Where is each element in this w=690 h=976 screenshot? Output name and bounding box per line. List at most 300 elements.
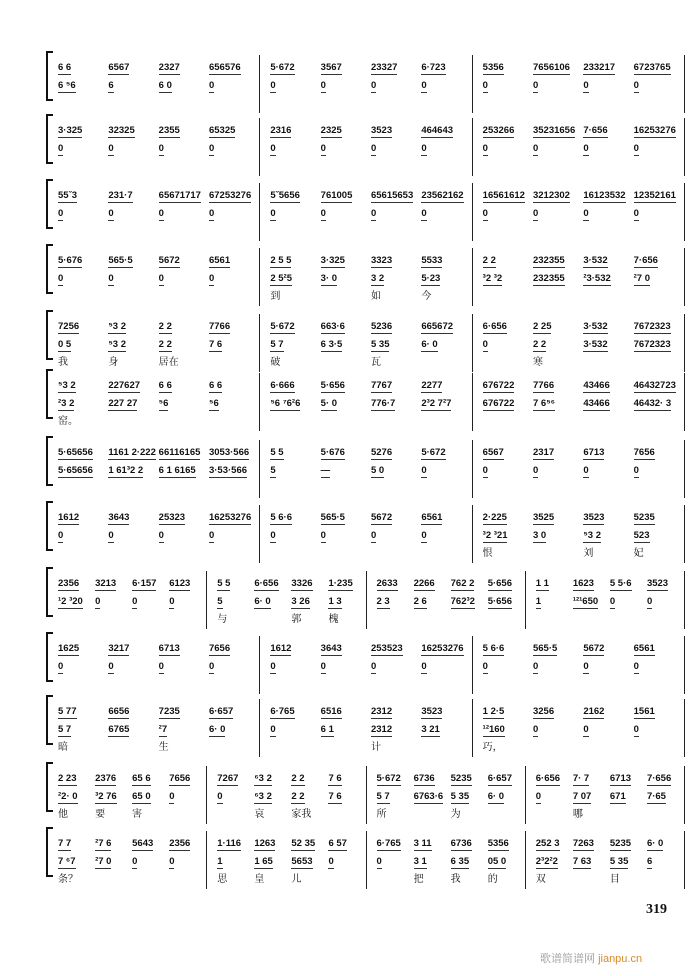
lyric-syllable	[254, 610, 291, 625]
measure	[48, 373, 260, 431]
lyrics	[483, 738, 684, 753]
lyric-syllable	[217, 805, 254, 820]
note-group	[254, 856, 291, 867]
measure	[260, 314, 472, 372]
note-group	[488, 838, 525, 849]
note-group	[95, 791, 132, 802]
lyric-syllable	[328, 805, 365, 820]
measure	[260, 505, 472, 563]
note-group	[371, 380, 421, 391]
notes: 3 2	[370, 273, 385, 284]
note-group	[328, 856, 365, 867]
notes: 0	[482, 80, 488, 91]
notes: 6 1 6165	[158, 465, 196, 476]
notes: 6	[108, 80, 114, 91]
note-group	[270, 706, 320, 717]
notes: 0	[169, 791, 175, 802]
note-group	[321, 512, 371, 523]
note-group	[321, 208, 371, 219]
note-group	[209, 643, 259, 654]
note-group	[270, 447, 320, 458]
notes: 227627	[108, 380, 141, 391]
notes: 7263	[572, 838, 594, 849]
notes: ⁵6	[158, 398, 169, 409]
note-group	[421, 661, 471, 672]
measure	[473, 183, 685, 241]
note-group	[634, 643, 684, 654]
note-group	[217, 596, 254, 607]
notes: 23327	[370, 62, 398, 73]
notes: 0	[376, 856, 382, 867]
notes: 0	[532, 208, 539, 219]
note-group	[610, 791, 647, 802]
notes: 6763·6	[413, 791, 444, 802]
notes: 7 63	[572, 856, 592, 867]
notes: ¹2 ³20	[58, 596, 83, 607]
note-group	[634, 62, 684, 73]
notes: 1623	[572, 578, 594, 589]
lower-voice	[217, 784, 365, 802]
notes: 2 5²5	[270, 273, 292, 284]
notes: 2·225	[482, 512, 507, 523]
lyric-syllable: 居在	[158, 357, 179, 368]
note-group	[533, 706, 583, 717]
note-group	[451, 773, 488, 784]
note-group	[209, 255, 259, 266]
upper-voice	[483, 55, 684, 73]
lyric-syllable: 妃	[633, 548, 644, 559]
upper-voice	[536, 831, 684, 849]
score-system	[48, 636, 685, 694]
note-group	[108, 661, 158, 672]
upper-voice	[58, 505, 259, 523]
notes: 6 35	[450, 856, 470, 867]
notes: 23562162	[421, 190, 464, 201]
note-group	[583, 398, 633, 409]
note-group	[371, 62, 421, 73]
note-group	[533, 208, 583, 219]
measure	[207, 766, 366, 824]
notes: 2 2	[291, 773, 305, 784]
note-group	[483, 339, 533, 350]
note-group	[421, 447, 471, 458]
note-group	[321, 465, 371, 476]
notes: 0	[270, 143, 276, 154]
note-group	[328, 838, 365, 849]
note-group	[159, 339, 209, 350]
note-group	[159, 208, 209, 219]
notes: 5 77	[58, 706, 77, 717]
notes: 0	[208, 208, 215, 219]
note-group	[217, 773, 254, 784]
note-group	[634, 465, 684, 476]
notes: 0	[532, 465, 539, 476]
note-group	[536, 596, 573, 607]
upper-voice	[270, 505, 471, 523]
lower-voice	[270, 201, 471, 219]
notes: 5643	[132, 838, 154, 849]
notes: 6·657	[208, 706, 234, 717]
lyric-syllable	[270, 738, 320, 753]
notes: ⁵3 2	[108, 339, 126, 350]
upper-voice	[270, 118, 471, 136]
note-group	[573, 856, 610, 867]
upper-voice	[58, 766, 206, 784]
notes: 7267	[217, 773, 239, 784]
notes: 0	[58, 208, 64, 219]
note-group	[108, 80, 158, 91]
note-group	[291, 791, 328, 802]
lyric-syllable	[209, 412, 259, 427]
note-group	[533, 255, 583, 266]
note-group	[634, 273, 684, 284]
notes: 43466	[583, 380, 610, 391]
note-group	[159, 512, 209, 523]
note-group	[634, 706, 684, 717]
upper-voice	[270, 699, 471, 717]
notes: 565·5	[532, 643, 558, 654]
notes: 3212302	[532, 190, 570, 201]
note-group	[209, 465, 259, 476]
note-group	[209, 62, 259, 73]
measure	[473, 373, 685, 431]
note-group	[421, 62, 471, 73]
note-group	[371, 190, 421, 201]
notes: 5235	[609, 838, 632, 849]
note-group	[58, 380, 108, 391]
notes: 0	[532, 724, 539, 735]
note-group	[108, 62, 158, 73]
lyric-syllable	[321, 738, 371, 753]
note-group	[647, 838, 684, 849]
notes: 6567	[108, 62, 130, 73]
measure	[526, 766, 685, 824]
upper-voice	[483, 505, 684, 523]
note-group	[217, 838, 254, 849]
notes: 6· 0	[421, 339, 438, 350]
note-group	[634, 661, 684, 672]
lyric-syllable: 目	[609, 874, 620, 885]
notes: 2266	[413, 578, 435, 589]
note-group	[58, 321, 108, 332]
note-group	[483, 447, 533, 458]
measure	[207, 831, 366, 889]
notes: 0	[633, 465, 639, 476]
lyric-syllable: 破	[270, 357, 281, 368]
upper-voice	[483, 248, 684, 266]
note-group	[647, 578, 684, 589]
note-group	[414, 838, 451, 849]
note-group	[108, 255, 158, 266]
lower-voice	[58, 458, 259, 476]
note-group	[209, 447, 259, 458]
note-group	[371, 643, 421, 654]
note-group	[583, 530, 633, 541]
notes: 0	[583, 208, 589, 219]
note-group	[291, 773, 328, 784]
lyric-syllable: 儿	[291, 874, 302, 885]
note-group	[634, 380, 684, 391]
note-group	[159, 273, 209, 284]
upper-voice	[58, 55, 259, 73]
notes: 5672	[370, 512, 393, 523]
lower-voice	[58, 266, 259, 284]
lyric-syllable: 他	[58, 809, 68, 820]
notes: 3213	[95, 578, 117, 589]
notes: 5·656	[487, 578, 512, 589]
measure	[473, 505, 685, 563]
note-group	[371, 530, 421, 541]
lyric-syllable	[533, 544, 583, 559]
measure	[260, 55, 472, 113]
note-group	[58, 838, 95, 849]
note-group	[217, 856, 254, 867]
note-group	[209, 339, 259, 350]
lower-voice	[270, 654, 471, 672]
notes: 1	[217, 856, 223, 867]
note-group	[209, 190, 259, 201]
note-group	[533, 273, 583, 284]
notes: 1·116	[217, 838, 242, 849]
notes: 1 65	[254, 856, 273, 867]
notes: 0	[633, 208, 639, 219]
notes: 5 0	[370, 465, 385, 476]
notes: 3· 0	[320, 273, 338, 284]
lyrics	[58, 738, 259, 753]
note-group	[291, 838, 328, 849]
notes: 6723765	[633, 62, 671, 73]
note-group	[634, 512, 684, 523]
lyric-syllable	[132, 870, 169, 885]
notes: 0	[583, 724, 589, 735]
note-group	[583, 125, 633, 136]
notes: 3 11	[413, 838, 432, 849]
note-group	[536, 578, 573, 589]
notes: 6· 0	[208, 724, 226, 735]
notes: —	[320, 465, 331, 476]
lyric-syllable: 到	[270, 291, 281, 302]
notes: 6 6	[58, 62, 72, 73]
score-system	[48, 440, 685, 498]
notes: 0	[633, 724, 639, 735]
note-group	[328, 578, 365, 589]
upper-voice	[58, 571, 206, 589]
upper-voice	[270, 373, 471, 391]
note-group	[634, 530, 684, 541]
notes: 5·676	[320, 447, 345, 458]
notes: 2 5 5	[270, 255, 292, 266]
note-group	[132, 838, 169, 849]
notes: 3567	[320, 62, 342, 73]
note-group	[270, 125, 320, 136]
note-group	[371, 208, 421, 219]
notes: 2356	[169, 838, 191, 849]
note-group	[270, 530, 320, 541]
upper-voice	[58, 440, 259, 458]
notes: 5 5	[217, 578, 231, 589]
notes: 2 2	[158, 339, 172, 350]
note-group	[159, 706, 209, 717]
note-group	[270, 208, 320, 219]
notes: 7 07	[572, 791, 592, 802]
lyrics	[483, 353, 684, 368]
note-group	[321, 643, 371, 654]
notes: 6561	[208, 255, 231, 266]
note-group	[583, 143, 633, 154]
upper-voice	[58, 636, 259, 654]
measure	[526, 831, 685, 889]
lower-voice	[483, 391, 684, 409]
notes: 5356	[487, 838, 509, 849]
notes: 3·53·566	[208, 465, 248, 476]
note-group	[634, 255, 684, 266]
notes: 0	[158, 208, 164, 219]
notes: 676722	[482, 398, 515, 409]
measure	[48, 831, 207, 889]
notes: 05 0	[487, 856, 507, 867]
note-group	[634, 143, 684, 154]
note-group	[270, 724, 320, 735]
note-group	[108, 530, 158, 541]
note-group	[634, 321, 684, 332]
lower-voice	[58, 654, 259, 672]
notes: 6713	[583, 447, 605, 458]
note-group	[159, 143, 209, 154]
measure	[48, 55, 260, 113]
note-group	[270, 80, 320, 91]
lower-voice	[58, 201, 259, 219]
notes: 0	[169, 596, 175, 607]
note-group	[132, 791, 169, 802]
note-group	[371, 255, 421, 266]
notes: 1612	[58, 512, 80, 523]
lyric-syllable: 害	[132, 809, 143, 820]
notes: 2 2	[158, 321, 172, 332]
note-group	[536, 838, 573, 849]
note-group	[573, 791, 610, 802]
lyrics	[483, 544, 684, 559]
notes: 565·5	[108, 255, 133, 266]
lyric-syllable	[421, 353, 471, 368]
notes: 6561	[633, 643, 655, 654]
notes: 0	[421, 661, 427, 672]
lyric-syllable: 我	[58, 357, 68, 368]
note-group	[483, 465, 533, 476]
notes: 0	[95, 596, 101, 607]
notes: 6·723	[421, 62, 446, 73]
note-group	[95, 578, 132, 589]
notes: 6567	[482, 447, 504, 458]
notes: 6713	[609, 773, 632, 784]
note-group	[321, 125, 371, 136]
note-group	[58, 190, 108, 201]
note-group	[371, 273, 421, 284]
note-group	[58, 62, 108, 73]
note-group	[610, 773, 647, 784]
note-group	[533, 125, 583, 136]
lower-voice	[536, 849, 684, 867]
note-group	[421, 512, 471, 523]
notes: ¹²160	[482, 724, 505, 735]
lyric-syllable	[209, 738, 259, 753]
notes: 3326	[291, 578, 313, 589]
notes: 2162	[583, 706, 605, 717]
notes: ⁶3 2	[254, 773, 272, 784]
note-group	[634, 724, 684, 735]
note-group	[583, 643, 633, 654]
upper-voice	[270, 183, 471, 201]
notes: 7672323	[633, 321, 671, 332]
lower-voice	[483, 654, 684, 672]
note-group	[483, 380, 533, 391]
notes: 5236	[370, 321, 393, 332]
note-group	[634, 398, 684, 409]
note-group	[95, 596, 132, 607]
lower-voice	[536, 589, 684, 607]
notes: 5 6·6	[482, 643, 505, 654]
notes: 3 21	[421, 724, 440, 735]
note-group	[270, 255, 320, 266]
note-group	[488, 773, 525, 784]
lyric-syllable	[321, 353, 371, 368]
note-group	[321, 143, 371, 154]
notes: 1161 2·222	[108, 447, 156, 458]
notes: 0	[535, 791, 542, 802]
note-group	[421, 724, 471, 735]
note-group	[209, 706, 259, 717]
measure	[473, 314, 685, 372]
notes: 0	[633, 143, 639, 154]
note-group	[371, 706, 421, 717]
note-group	[583, 339, 633, 350]
score-system	[48, 373, 685, 431]
notes: ⁵6	[208, 398, 219, 409]
note-group	[209, 530, 259, 541]
notes: 2³2 7²7	[421, 398, 452, 409]
note-group	[132, 773, 169, 784]
lyric-syllable: 与	[217, 614, 228, 625]
upper-voice	[377, 571, 525, 589]
watermark	[540, 950, 642, 966]
note-group	[169, 856, 206, 867]
note-group	[634, 80, 684, 91]
notes: 2312	[370, 724, 393, 735]
notes: 0	[208, 80, 215, 91]
notes: 5533	[421, 255, 443, 266]
notes: 66116165	[158, 447, 201, 458]
notes: 5653	[291, 856, 313, 867]
note-group	[483, 724, 533, 735]
note-group	[209, 80, 259, 91]
notes: ³2 ³21	[482, 530, 508, 541]
note-group	[421, 321, 471, 332]
note-group	[421, 398, 471, 409]
notes: ⁵6 ⁷6²6	[270, 398, 301, 409]
notes: 5·676	[58, 255, 83, 266]
upper-voice	[377, 831, 525, 849]
lower-voice	[270, 458, 471, 476]
upper-voice	[270, 636, 471, 654]
note-group	[533, 643, 583, 654]
note-group	[451, 596, 488, 607]
lyric-syllable: 如	[370, 291, 381, 302]
notes: 0	[583, 465, 589, 476]
note-group	[132, 578, 169, 589]
lyric-syllable: 槐	[328, 614, 339, 625]
note-group	[421, 339, 471, 350]
lower-voice	[483, 458, 684, 476]
note-group	[533, 321, 583, 332]
